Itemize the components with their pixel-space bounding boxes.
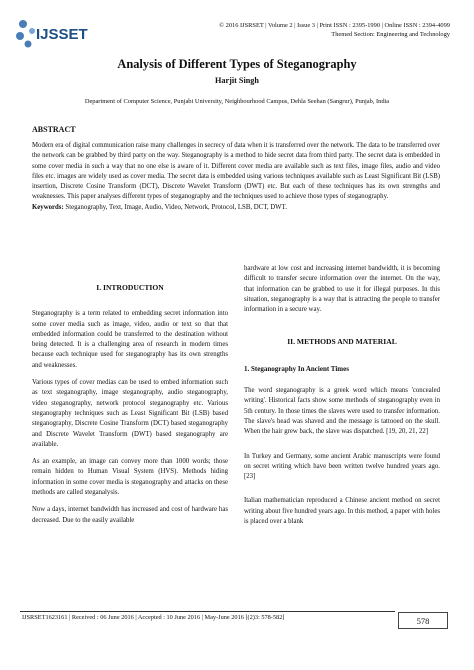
- keywords-list: Steganography, Text, Image, Audio, Video, Network, Protocol, LSB, DCT, DWT.: [63, 203, 287, 211]
- themed-section: Themed Section: Engineering and Technology: [331, 31, 450, 38]
- abstract-block: [32, 141, 440, 213]
- paper-title: Analysis of Different Types of Steganography: [117, 57, 357, 71]
- right-column: [244, 264, 440, 534]
- paragraph: The word steganography is a greek word which means 'concealed writing'. Historical facts show some methods of steganography even in 5th century. In those times the slaves were used to transfer information. The slave's head was shaved and the message is tattooed on the skull. When the hair grew back, the slave was dispatched. [19, 20, 21, 22]: [244, 387, 440, 436]
- keywords-label: Keywords:: [32, 203, 64, 211]
- abstract-body: Modern era of digital communication raise many challenges in secrecy of data when it is transferred over the network. The data to be transferred over the network can be grabbed by third party on the way. Steganography is a method to hide secret data from third party. The secret data is embedded in some cover media in such a way that no one else is aware of it. Different cover media are available such as text files, image files, audio and video files etc. images are widely used as cover media. The secret data is embedded using various techniques available such as Least Significant Bit (LSB) insertion, Discrete Cosine Transform (DCT), Discrete Wavelet Transform (DWT) etc. But each of these techniques has its own strengths and weaknesses. This paper analyses different types of steganography and the techniques used to achieve those types of steganography.: [32, 142, 440, 201]
- paragraph: Now a days, internet bandwidth has increased and cost of hardware has decreased. Due to the easily available: [32, 506, 228, 524]
- paragraph: hardware at low cost and increasing internet bandwidth, it is becoming difficult to transfer secure information over the internet. On the way, that information can be grabbed to use it for illegal purposes. In this situation, steganography is a way that is attracting the people to transfer information in a secure way.: [244, 265, 440, 314]
- paragraph: Steganography is a term related to embedding secret information into some cover media such as image, video, audio or text so that that embedded information could be transferred to the destination without being detected. It is a challenging area of research in modern times because each technique used for steganography has its own strengths and weaknesses.: [32, 310, 228, 369]
- abstract-heading: ABSTRACT: [32, 125, 76, 134]
- paragraph: In Turkey and Germany, some ancient Arabic manuscripts were found on secret writing which have been written twelve hundred years ago. [23]: [244, 452, 440, 481]
- journal-info: © 2016 IJSRSET | Volume 2 | Issue 3 | Print ISSN : 2395-1990 | Online ISSN : 2394-4099: [219, 22, 450, 29]
- section-heading-introduction: I. INTRODUCTION: [96, 283, 164, 292]
- journal-logo: [14, 14, 96, 48]
- paragraph: Various types of cover medias can be used to embed information such as text steganography, image steganography, audio steganography, video steganography, network protocol steganography etc. Various steganography techniques such as Least Significant Bit (LSB) based steganography, Discrete Cosine Transform (DCT) based steganography and Discrete Wavelet Transform (DWT) based steganography are available.: [32, 379, 228, 448]
- section-heading-methods: II. METHODS AND MATERIAL: [287, 337, 397, 347]
- left-column: [32, 283, 228, 533]
- paragraph: As an example, an image can convey more than 1000 words; those remain hidden to Human Visual System (HVS). Methods hiding information in some cover media is steganography and attacks on these methods are called steganalysis.: [32, 458, 228, 497]
- subsection-heading: 1. Steganography In Ancient Times: [244, 364, 349, 373]
- keywords-line: [32, 203, 440, 213]
- logo-dot-icon: [19, 20, 27, 28]
- page-number: 578: [398, 612, 448, 629]
- footer-citation: IJSRSET1623161 | Received : 06 June 2016 | Accepted : 10 June 2016 | May-June 2016 [(2)3: 578-582]: [22, 614, 285, 621]
- journal-header: [150, 21, 450, 39]
- paragraph: Italian mathematician reproduced a Chinese ancient method on secret writing about five hundred years ago. In this method, a paper with holes is placed over a blank: [244, 497, 440, 526]
- author-name: Harjit Singh: [215, 76, 259, 85]
- author-affiliation: Department of Computer Science, Punjabi University, Neighbourhood Campus, Dehla Seehan (Sangrur), Punjab, India: [84, 98, 390, 105]
- logo-text: IJSSET: [36, 26, 88, 43]
- footer-divider: [20, 611, 395, 612]
